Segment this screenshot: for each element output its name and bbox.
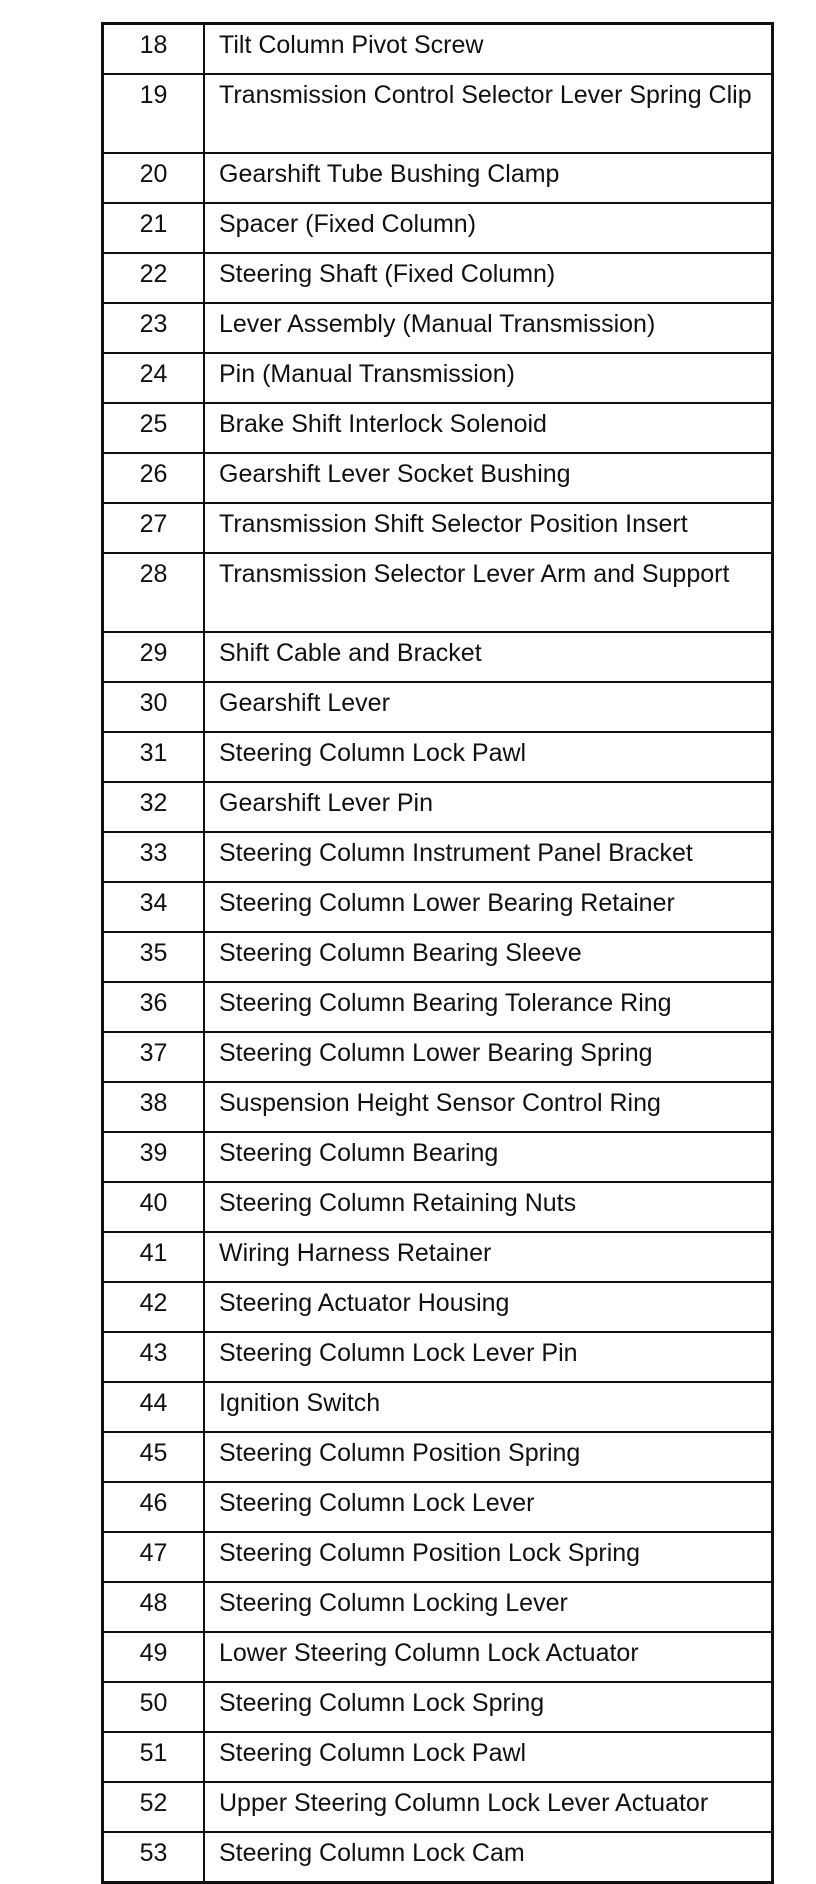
part-description: Steering Column Lower Bearing Spring [204,1032,773,1082]
part-description: Gearshift Tube Bushing Clamp [204,153,773,203]
part-number: 26 [103,453,205,503]
part-number: 29 [103,632,205,682]
table-row [103,24,773,75]
part-description: Steering Column Locking Lever [204,1582,773,1632]
part-number: 44 [103,1382,205,1432]
part-description: Gearshift Lever Socket Bushing [204,453,773,503]
table-row [103,1532,773,1582]
part-description: Steering Column Lower Bearing Retainer [204,882,773,932]
part-description: Gearshift Lever Pin [204,782,773,832]
part-description: Steering Column Lock Pawl [204,1732,773,1782]
part-number: 35 [103,932,205,982]
table-row [103,503,773,553]
table-row [103,882,773,932]
part-description: Pin (Manual Transmission) [204,353,773,403]
part-description: Spacer (Fixed Column) [204,203,773,253]
part-number: 24 [103,353,205,403]
part-description: Steering Column Lock Lever Pin [204,1332,773,1382]
table-row [103,74,773,153]
table-row [103,1432,773,1482]
table-row [103,1682,773,1732]
part-number: 36 [103,982,205,1032]
part-number: 49 [103,1632,205,1682]
part-description: Steering Column Position Lock Spring [204,1532,773,1582]
table-row [103,153,773,203]
part-number: 33 [103,832,205,882]
part-number: 20 [103,153,205,203]
part-number: 51 [103,1732,205,1782]
table-row [103,632,773,682]
table-row [103,1232,773,1282]
table-row [103,832,773,882]
parts-table-body [103,24,773,1883]
table-row [103,1782,773,1832]
part-description: Steering Actuator Housing [204,1282,773,1332]
part-description: Tilt Column Pivot Screw [204,24,773,75]
table-row [103,1482,773,1532]
part-number: 45 [103,1432,205,1482]
table-row [103,553,773,632]
part-number: 21 [103,203,205,253]
part-number: 23 [103,303,205,353]
table-row [103,932,773,982]
table-row [103,1632,773,1682]
part-number: 48 [103,1582,205,1632]
table-row [103,1332,773,1382]
table-row [103,1182,773,1232]
part-description: Brake Shift Interlock Solenoid [204,403,773,453]
part-description: Steering Column Lock Pawl [204,732,773,782]
part-description: Wiring Harness Retainer [204,1232,773,1282]
part-description: Ignition Switch [204,1382,773,1432]
part-description: Transmission Selector Lever Arm and Support [204,553,773,632]
part-description: Gearshift Lever [204,682,773,732]
table-row [103,682,773,732]
table-row [103,1282,773,1332]
part-number: 39 [103,1132,205,1182]
table-row [103,253,773,303]
part-description: Steering Column Lock Cam [204,1832,773,1883]
part-description: Steering Column Lock Spring [204,1682,773,1732]
part-description: Lever Assembly (Manual Transmission) [204,303,773,353]
table-row [103,1132,773,1182]
part-description: Steering Shaft (Fixed Column) [204,253,773,303]
part-description: Transmission Shift Selector Position Insert [204,503,773,553]
part-description: Steering Column Retaining Nuts [204,1182,773,1232]
part-description: Steering Column Instrument Panel Bracket [204,832,773,882]
part-number: 28 [103,553,205,632]
part-description: Steering Column Lock Lever [204,1482,773,1532]
table-row [103,453,773,503]
part-number: 30 [103,682,205,732]
part-description: Transmission Control Selector Lever Spring Clip [204,74,773,153]
part-number: 41 [103,1232,205,1282]
table-row [103,1582,773,1632]
table-row [103,353,773,403]
part-number: 32 [103,782,205,832]
part-number: 25 [103,403,205,453]
part-description: Suspension Height Sensor Control Ring [204,1082,773,1132]
part-number: 43 [103,1332,205,1382]
table-row [103,732,773,782]
table-row [103,1382,773,1432]
table-row [103,303,773,353]
part-number: 27 [103,503,205,553]
part-number: 22 [103,253,205,303]
part-number: 34 [103,882,205,932]
part-number: 40 [103,1182,205,1232]
part-number: 53 [103,1832,205,1883]
table-row [103,403,773,453]
part-number: 37 [103,1032,205,1082]
table-row [103,203,773,253]
part-description: Steering Column Bearing Tolerance Ring [204,982,773,1032]
part-description: Steering Column Position Spring [204,1432,773,1482]
table-row [103,982,773,1032]
part-number: 31 [103,732,205,782]
table-row [103,782,773,832]
part-number: 19 [103,74,205,153]
part-number: 52 [103,1782,205,1832]
table-row [103,1832,773,1883]
table-row [103,1732,773,1782]
table-row [103,1032,773,1082]
part-description: Steering Column Bearing [204,1132,773,1182]
part-description: Shift Cable and Bracket [204,632,773,682]
part-number: 46 [103,1482,205,1532]
part-number: 42 [103,1282,205,1332]
part-description: Upper Steering Column Lock Lever Actuator [204,1782,773,1832]
table-row [103,1082,773,1132]
part-number: 18 [103,24,205,75]
part-description: Lower Steering Column Lock Actuator [204,1632,773,1682]
part-number: 47 [103,1532,205,1582]
part-number: 50 [103,1682,205,1732]
parts-table [101,22,774,1884]
part-number: 38 [103,1082,205,1132]
part-description: Steering Column Bearing Sleeve [204,932,773,982]
